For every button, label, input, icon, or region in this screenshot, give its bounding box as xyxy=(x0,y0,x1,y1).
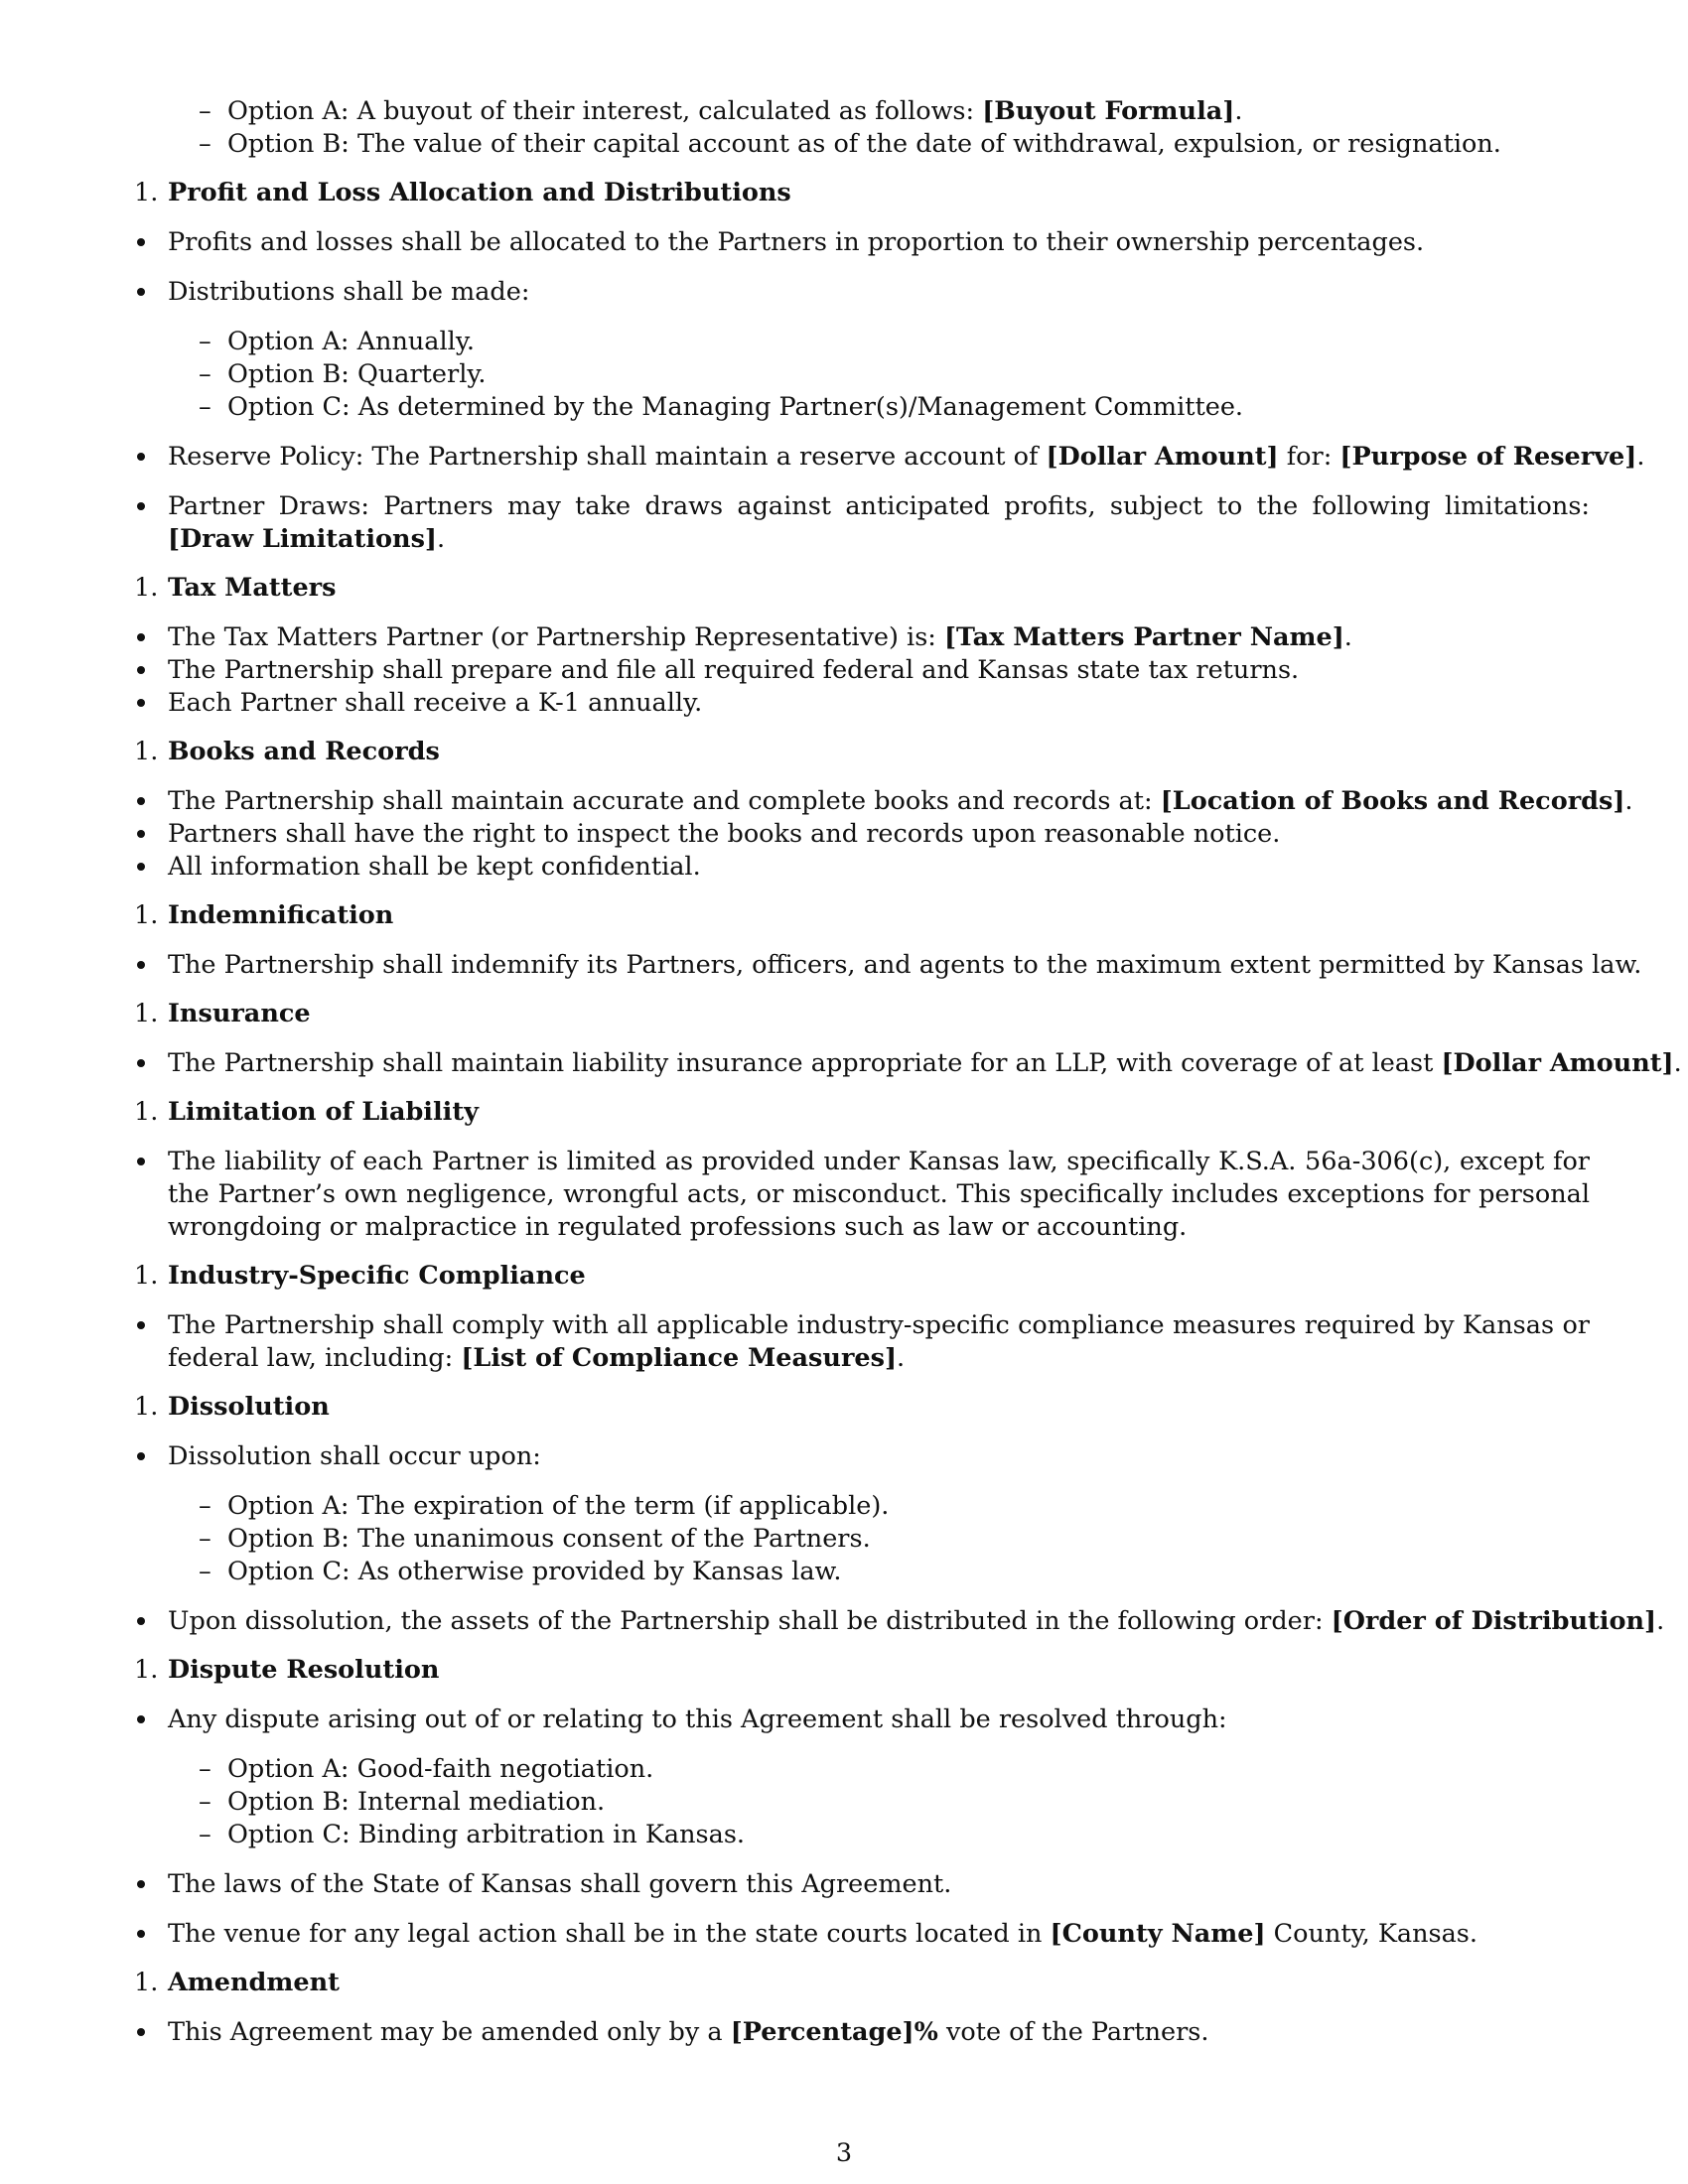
option-line: – Option A: Annually. xyxy=(199,327,475,356)
option-line: – Option B: Internal mediation. xyxy=(199,1787,606,1817)
bullet xyxy=(137,453,145,461)
bullet xyxy=(137,1930,145,1938)
dash-marker: – xyxy=(199,1491,211,1521)
bullet xyxy=(137,1617,145,1625)
list-item: Upon dissolution, the assets of the Partnership shall be distributed in the following order: [Order of Distribution]. xyxy=(0,1605,1688,1638)
dash-marker: – xyxy=(199,359,211,389)
dash-marker: – xyxy=(199,1787,211,1817)
list-item: The Partnership shall maintain liability insurance appropriate for an LLP, with coverage of at least [Dollar Amount]. xyxy=(0,1047,1688,1080)
bullet xyxy=(137,288,145,296)
option-line: – Option B: The unanimous consent of the Partners. xyxy=(199,1524,871,1554)
list-item: Distributions shall be made: xyxy=(0,276,1688,309)
section-heading: 1. Industry-Specific Compliance xyxy=(134,1261,586,1291)
dash-marker: – xyxy=(199,1524,211,1554)
dash-marker: – xyxy=(199,392,211,422)
dash-marker: – xyxy=(199,96,211,126)
section-heading: 1. Indemnification xyxy=(134,900,394,930)
section-heading: 1. Books and Records xyxy=(134,737,440,766)
list-item: Partners shall have the right to inspect the books and records upon reasonable notice. xyxy=(0,818,1688,851)
list-item: The Tax Matters Partner (or Partnership Representative) is: [Tax Matters Partner Name]. xyxy=(0,621,1688,654)
dash-marker: – xyxy=(199,129,211,159)
list-item: Dissolution shall occur upon: xyxy=(0,1440,1688,1473)
list-item: Reserve Policy: The Partnership shall maintain a reserve account of [Dollar Amount] for: [Purpose of Reserve]. xyxy=(0,441,1688,474)
list-item: Profits and losses shall be allocated to the Partners in proportion to their ownership percentages. xyxy=(0,226,1688,259)
list-item: The Partnership shall prepare and file all required federal and Kansas state tax returns. xyxy=(0,654,1688,687)
bullet xyxy=(137,502,145,510)
list-item: The Partnership shall indemnify its Partners, officers, and agents to the maximum extent permitted by Kansas law. xyxy=(0,949,1688,982)
bullet xyxy=(137,830,145,838)
option-line: – Option A: Good-faith negotiation. xyxy=(199,1754,654,1784)
bullet xyxy=(137,633,145,641)
section-heading: 1. Tax Matters xyxy=(134,573,337,603)
list-item: All information shall be kept confidential. xyxy=(0,851,1688,884)
bullet xyxy=(137,1880,145,1888)
bullet xyxy=(137,1321,145,1329)
dash-marker: – xyxy=(199,1557,211,1586)
bullet xyxy=(137,1059,145,1067)
bullet xyxy=(137,1715,145,1723)
bullet xyxy=(137,1452,145,1460)
bullet xyxy=(137,2028,145,2036)
bullet xyxy=(137,238,145,246)
document-content xyxy=(0,95,1688,2049)
list-item: The Partnership shall comply with all applicable industry-specific compliance measures required by Kansas or federal law, including: [List of Compliance Measures]. xyxy=(168,1309,1590,1375)
list-item: This Agreement may be amended only by a [Percentage]% vote of the Partners. xyxy=(0,2016,1688,2049)
bullet xyxy=(137,1158,145,1165)
option-line: – Option C: As determined by the Managing Partner(s)/Management Committee. xyxy=(199,392,1244,422)
option-line: – Option B: Quarterly. xyxy=(199,359,487,389)
option-line xyxy=(0,128,1688,161)
page-number: 3 xyxy=(835,2138,853,2168)
dash-marker: – xyxy=(199,1754,211,1784)
option-line xyxy=(0,95,1688,128)
list-item: Partner Draws: Partners may take draws against anticipated profits, subject to the following limitations: [Draw Limitations]. xyxy=(168,490,1590,556)
option-text: Option B: The value of their capital account as of the date of withdrawal, expulsion, or resignation. xyxy=(227,129,1501,159)
dash-marker: – xyxy=(199,327,211,356)
section-heading: 1. Dispute Resolution xyxy=(134,1655,440,1685)
option-text: Option A: A buyout of their interest, calculated as follows: [Buyout Formula]. xyxy=(227,96,1243,126)
bullet xyxy=(137,797,145,805)
list-item: Each Partner shall receive a K-1 annually. xyxy=(0,687,1688,720)
option-line: – Option C: As otherwise provided by Kansas law. xyxy=(199,1557,842,1586)
list-item: The Partnership shall maintain accurate and complete books and records at: [Location of Books and Records]. xyxy=(0,785,1688,818)
option-line: – Option C: Binding arbitration in Kansas. xyxy=(199,1820,746,1849)
list-item: The liability of each Partner is limited as provided under Kansas law, specifically K.S.A. 56a-306(c), except for the Partner’s own negligence, wrongful acts, or misconduct. This specifically includes exceptions for personal wrongdoing or malpractice in regulated professions such as law or accounting. xyxy=(168,1146,1590,1244)
list-item: The venue for any legal action shall be in the state courts located in [County Name] County, Kansas. xyxy=(0,1918,1688,1951)
section-heading: 1. Limitation of Liability xyxy=(134,1097,479,1127)
bullet xyxy=(137,666,145,674)
list-item: The laws of the State of Kansas shall govern this Agreement. xyxy=(0,1868,1688,1901)
list-item: Any dispute arising out of or relating to this Agreement shall be resolved through: xyxy=(0,1704,1688,1736)
bullet xyxy=(137,699,145,707)
section-heading: 1. Dissolution xyxy=(134,1392,330,1422)
section-heading: 1. Profit and Loss Allocation and Distributions xyxy=(134,178,791,207)
bullet xyxy=(137,863,145,871)
option-line: – Option A: The expiration of the term (if applicable). xyxy=(199,1491,890,1521)
bullet xyxy=(137,961,145,969)
dash-marker: – xyxy=(199,1820,211,1849)
section-heading: 1. Insurance xyxy=(134,999,311,1028)
section-heading: 1. Amendment xyxy=(134,1968,340,1997)
